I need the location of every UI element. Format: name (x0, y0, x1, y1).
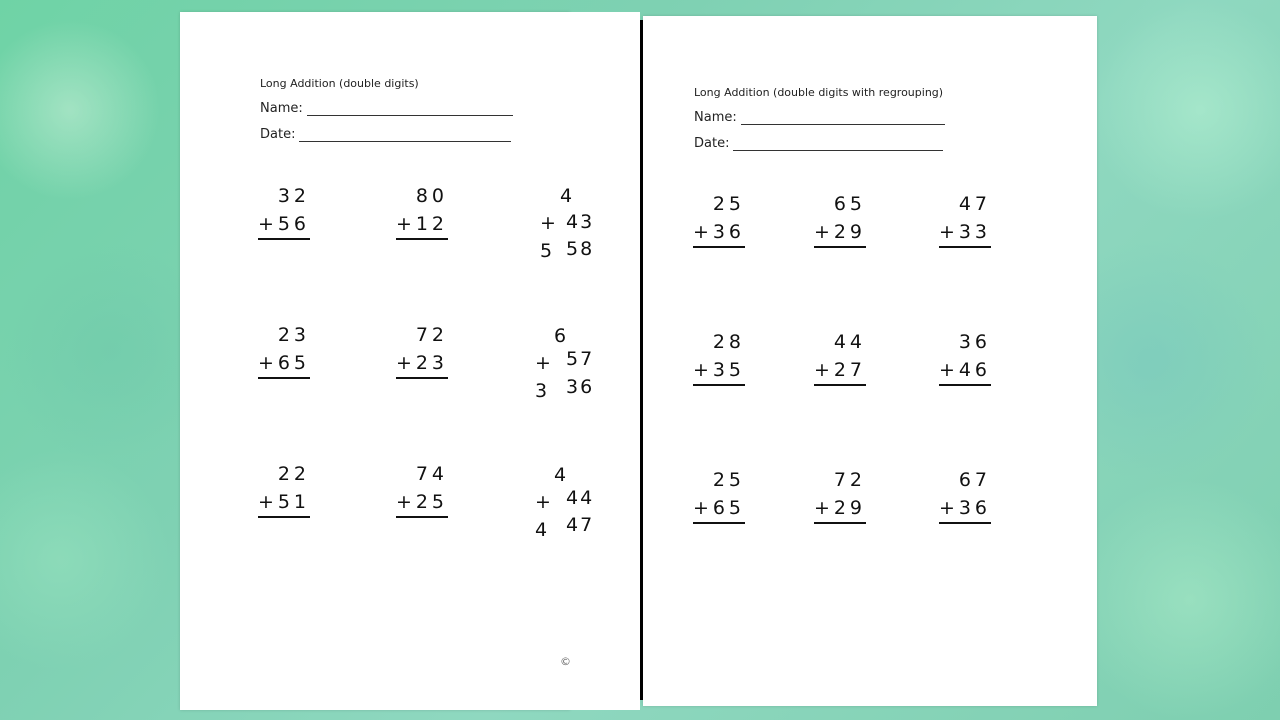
addend-bottom: 65 (712, 497, 745, 519)
addition-problem (396, 182, 448, 240)
addend-top: 74 (415, 463, 448, 485)
cut-problem-top: 6 (554, 325, 571, 347)
addend-bottom-row (814, 218, 866, 248)
date-blank-line (299, 129, 511, 142)
addend-bottom-row (814, 494, 866, 524)
cut-overlay-top: 44 (566, 487, 595, 509)
date-blank-line (733, 138, 943, 151)
name-field (260, 101, 513, 116)
plus-sign: + (693, 359, 709, 381)
addend-top: 25 (712, 469, 745, 491)
cut-overlay-top: 57 (566, 348, 595, 370)
addend-bottom-row (693, 218, 745, 248)
addend-bottom: 36 (712, 221, 745, 243)
addend-bottom: 46 (958, 359, 991, 381)
cut-problem-bottom: + 3 (535, 352, 553, 402)
addend-top: 23 (277, 324, 310, 346)
plus-sign: + (939, 359, 955, 381)
addend-bottom-row (939, 356, 991, 386)
addend-bottom-row (258, 488, 310, 518)
addend-bottom-row (396, 488, 448, 518)
copyright-mark: © (560, 655, 571, 668)
name-label: Name: (260, 101, 303, 116)
addition-problem (814, 466, 866, 524)
addend-top: 65 (833, 193, 866, 215)
plus-sign: + (814, 221, 830, 243)
plus-sign: + (396, 352, 412, 374)
addition-problem (814, 190, 866, 248)
addition-problem (258, 321, 310, 379)
addend-bottom-row (939, 494, 991, 524)
date-label: Date: (260, 127, 296, 142)
addition-problem (258, 182, 310, 240)
plus-sign: + (396, 213, 412, 235)
addition-problem (939, 466, 991, 524)
addition-problem (396, 460, 448, 518)
plus-sign: + (396, 491, 412, 513)
name-blank-line (741, 112, 945, 125)
worksheet-page-right (643, 16, 1097, 706)
addend-bottom: 35 (712, 359, 745, 381)
addition-problem (693, 328, 745, 386)
cut-overlay-bottom: 36 (566, 376, 595, 398)
name-label: Name: (694, 110, 737, 125)
addition-problem (939, 190, 991, 248)
cut-problem-bottom: + 4 (535, 491, 553, 541)
name-blank-line (307, 103, 513, 116)
addend-bottom: 56 (277, 213, 310, 235)
addend-top: 25 (712, 193, 745, 215)
plus-sign: + (814, 359, 830, 381)
cut-problem-top: 4 (560, 185, 577, 207)
addend-top: 36 (958, 331, 991, 353)
plus-sign: + (939, 497, 955, 519)
addition-problem (939, 328, 991, 386)
name-field (694, 110, 945, 125)
addend-bottom: 36 (958, 497, 991, 519)
addend-top: 47 (958, 193, 991, 215)
cut-overlay-bottom: 58 (566, 238, 595, 260)
addend-bottom-row (396, 210, 448, 240)
addend-bottom: 33 (958, 221, 991, 243)
addend-top: 44 (833, 331, 866, 353)
addend-bottom-row (693, 356, 745, 386)
addend-bottom: 12 (415, 213, 448, 235)
cut-problem-bottom: + 5 (540, 212, 558, 262)
plus-sign: + (258, 491, 274, 513)
addend-top: 22 (277, 463, 310, 485)
addend-top: 80 (415, 185, 448, 207)
addition-problem (258, 460, 310, 518)
addend-bottom-row (693, 494, 745, 524)
addend-bottom-row (939, 218, 991, 248)
addend-bottom: 27 (833, 359, 866, 381)
cut-overlay-top: 43 (566, 211, 595, 233)
addend-top: 72 (833, 469, 866, 491)
plus-sign: + (693, 497, 709, 519)
addend-bottom: 23 (415, 352, 448, 374)
addition-problem (693, 190, 745, 248)
addend-top: 72 (415, 324, 448, 346)
addend-bottom: 29 (833, 221, 866, 243)
addend-bottom: 51 (277, 491, 310, 513)
addend-bottom-row (814, 356, 866, 386)
cut-problem-top: 4 (554, 464, 571, 486)
addend-top: 28 (712, 331, 745, 353)
worksheet-page-left (180, 12, 570, 710)
date-label: Date: (694, 136, 730, 151)
addend-bottom-row (396, 349, 448, 379)
worksheet-title: Long Addition (double digits with regrouping) (694, 86, 944, 99)
addition-problem (814, 328, 866, 386)
addend-top: 67 (958, 469, 991, 491)
plus-sign: + (693, 221, 709, 243)
addend-top: 32 (277, 185, 310, 207)
addend-bottom: 65 (277, 352, 310, 374)
date-field (694, 136, 943, 151)
plus-sign: + (814, 497, 830, 519)
date-field (260, 127, 511, 142)
plus-sign: + (258, 213, 274, 235)
addend-bottom: 29 (833, 497, 866, 519)
plus-sign: + (939, 221, 955, 243)
addend-bottom-row (258, 349, 310, 379)
worksheet-title: Long Addition (double digits) (260, 77, 419, 90)
addition-problem (693, 466, 745, 524)
addition-problem (396, 321, 448, 379)
addend-bottom-row (258, 210, 310, 240)
plus-sign: + (258, 352, 274, 374)
cut-overlay-bottom: 47 (566, 514, 595, 536)
addend-bottom: 25 (415, 491, 448, 513)
